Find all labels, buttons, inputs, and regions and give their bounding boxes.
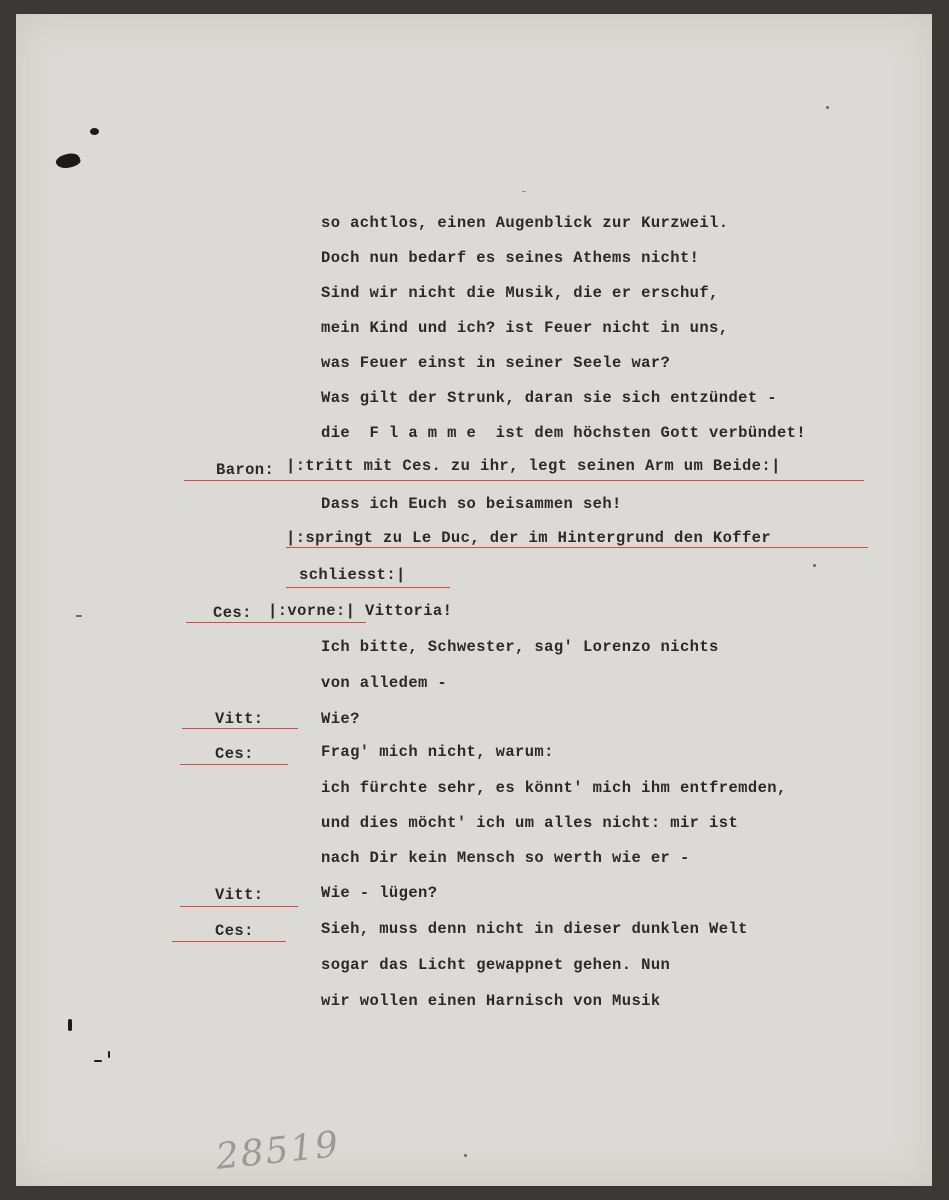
- stage-direction: schliesst:|: [299, 566, 406, 584]
- ink-speck: [68, 1019, 72, 1031]
- ink-speck: [76, 615, 82, 617]
- text-line: und dies möcht' ich um alles nicht: mir ist: [321, 814, 739, 832]
- red-underline: [286, 547, 868, 548]
- ink-speck: [464, 1154, 467, 1157]
- text-line: ich fürchte sehr, es könnt' mich ihm entfremden,: [321, 779, 787, 797]
- text-line: mein Kind und ich? ist Feuer nicht in uns,: [321, 319, 729, 337]
- red-underline: [184, 480, 864, 481]
- stage-direction: |:springt zu Le Duc, der im Hintergrund den Koffer: [286, 529, 772, 547]
- speaker-baron: Baron:: [216, 461, 275, 479]
- speech-line: Wie - lügen?: [321, 884, 438, 902]
- text-line: die F l a m m e ist dem höchsten Gott verbündet!: [321, 424, 807, 442]
- pencil-archive-note: 28519: [213, 1124, 342, 1178]
- red-underline: [180, 906, 298, 907]
- ink-speck: [826, 106, 829, 109]
- text-line: Sind wir nicht die Musik, die er erschuf,: [321, 284, 719, 302]
- stage-direction: |:tritt mit Ces. zu ihr, legt seinen Arm um Beide:|: [286, 457, 781, 475]
- text-line: wir wollen einen Harnisch von Musik: [321, 992, 661, 1010]
- speaker-vitt: Vitt:: [215, 710, 264, 728]
- ink-blot: [54, 150, 81, 171]
- speech-line: Wie?: [321, 710, 360, 728]
- speech-line: Frag' mich nicht, warum:: [321, 743, 554, 761]
- typescript-page: [16, 14, 932, 1186]
- ink-speck: [813, 564, 816, 567]
- text-line: Dass ich Euch so beisammen seh!: [321, 495, 622, 513]
- ink-speck: [108, 1051, 110, 1058]
- speech-line: Sieh, muss denn nicht in dieser dunklen Welt: [321, 920, 748, 938]
- ink-mark: ¨: [521, 189, 527, 202]
- text-line: nach Dir kein Mensch so werth wie er -: [321, 849, 690, 867]
- red-underline: [172, 941, 286, 942]
- speech-line: |:vorne:| Vittoria!: [268, 602, 453, 620]
- red-underline: [286, 587, 450, 588]
- text-line: von alledem -: [321, 674, 448, 692]
- speaker-ces: Ces:: [215, 745, 254, 763]
- text-line: Was gilt der Strunk, daran sie sich entzündet -: [321, 389, 777, 407]
- speaker-vitt: Vitt:: [215, 886, 264, 904]
- text-line: sogar das Licht gewappnet gehen. Nun: [321, 956, 671, 974]
- text-line: Ich bitte, Schwester, sag' Lorenzo nichts: [321, 638, 719, 656]
- red-underline: [186, 622, 366, 623]
- speaker-ces: Ces:: [213, 604, 252, 622]
- red-underline: [180, 764, 288, 765]
- ink-speck: [90, 128, 99, 135]
- speaker-ces: Ces:: [215, 922, 254, 940]
- red-underline: [182, 728, 298, 729]
- text-line: was Feuer einst in seiner Seele war?: [321, 354, 671, 372]
- ink-speck: [94, 1060, 102, 1062]
- text-line: Doch nun bedarf es seines Athems nicht!: [321, 249, 700, 267]
- text-line: so achtlos, einen Augenblick zur Kurzweil.: [321, 214, 729, 232]
